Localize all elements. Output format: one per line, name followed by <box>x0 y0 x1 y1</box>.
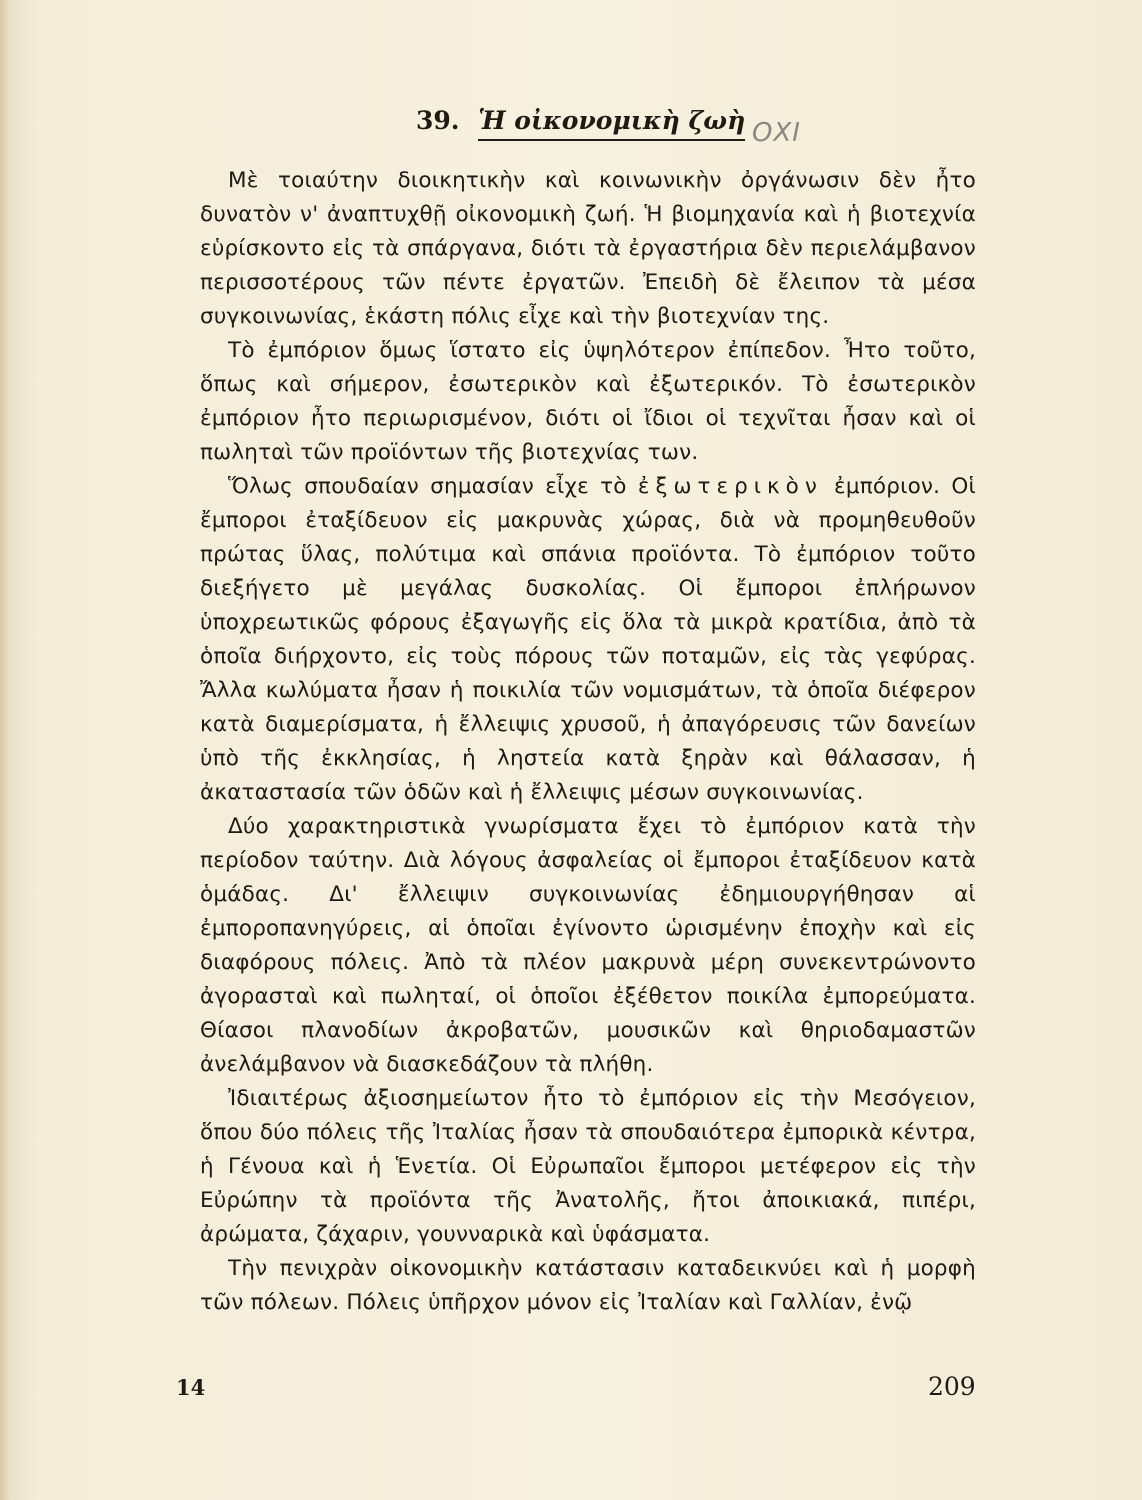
page-number: 209 <box>928 1372 976 1401</box>
emphasized-word: ἐξωτερικὸν <box>637 474 823 499</box>
section-heading <box>416 106 745 141</box>
section-title: Ἡ οἰκονομικὴ ζωὴ <box>478 106 745 141</box>
paragraph: Δύο χαρακτηριστικὰ γνωρίσματα ἔχει τὸ ἐμπόριον κατὰ τὴν περίοδον ταύτην. Διὰ λόγους ἀσφαλείας οἱ ἔμποροι ἐταξίδευον κατὰ ὁμάδας. Δι' ἔλλειψιν συγκοινωνίας ἐδημιουργήθησαν αἱ ἐμποροπανηγύρεις, αἱ ὁποῖαι ἐγίνοντο ὡρισμένην ἐποχὴν καὶ εἰς διαφόρους πόλεις. Ἀπὸ τὰ πλέον μακρυνὰ μέρη συνεκεντρώνοντο ἀγορασταὶ καὶ πωληταί, οἱ ὁποῖοι ἐξέθετον ποικίλα ἐμπορεύματα. Θίασοι πλανοδίων ἀκροβατῶν, μουσικῶν καὶ θηριοδαμαστῶν ἀνελάμβανον νὰ διασκεδάζουν τὰ πλήθη. <box>200 814 976 1077</box>
signature-mark: 14 <box>176 1375 206 1400</box>
paragraph: Τὸ ἐμπόριον ὅμως ἵστατο εἰς ὑψηλότερον ἐπίπεδον. Ἦτο τοῦτο, ὅπως καὶ σήμερον, ἐσωτερικὸν καὶ ἐξωτερικόν. Τὸ ἐσωτερικὸν ἐμπόριον ἦτο περιωρισμένον, διότι οἱ ἴδιοι οἱ τεχνῖται ἦσαν καὶ οἱ πωληταὶ τῶν προϊόντων τῆς βιοτεχνίας των. <box>200 338 976 465</box>
handwritten-annotation: ΟΧΙ <box>752 118 801 148</box>
paragraph: Ἰδιαιτέρως ἀξιοσημείωτον ἦτο τὸ ἐμπόριον εἰς τὴν Μεσόγειον, ὅπου δύο πόλεις τῆς Ἰταλίας ἦσαν τὰ σπουδαιότερα ἐμπορικὰ κέντρα, ἡ Γένουα καὶ ἡ Ἑνετία. Οἱ Εὐρωπαῖοι ἔμποροι μετέφερον εἰς τὴν Εὐρώπην τὰ προϊόντα τῆς Ἀνατολῆς, ἤτοι ἀποικιακά, πιπέρι, ἀρώματα, ζάχαριν, γουνναρικὰ καὶ ὑφάσματα. <box>200 1086 976 1247</box>
paragraph <box>200 470 976 810</box>
paragraph: Μὲ τοιαύτην διοικητικὴν καὶ κοινωνικὴν ὀργάνωσιν δὲν ἦτο δυνατὸν ν' ἀναπτυχθῇ οἰκονομικὴ ζωή. Ἡ βιομηχανία καὶ ἡ βιοτεχνία εὑρίσκοντο εἰς τὰ σπάργανα, διότι τὰ ἐργαστήρια δὲν περιελάμβανον περισσοτέρους τῶν πέντε ἐργατῶν. Ἐπειδὴ δὲ ἔλειπον τὰ μέσα συγκοινωνίας, ἑκάστη πόλις εἶχε καὶ τὴν βιοτεχνίαν της. <box>200 168 976 329</box>
paragraph: Τὴν πενιχρὰν οἰκονομικὴν κατάστασιν καταδεικνύει καὶ ἡ μορφὴ τῶν πόλεων. Πόλεις ὑπῆρχον μόνον εἰς Ἰταλίαν καὶ Γαλλίαν, ἐνῷ <box>200 1256 976 1315</box>
paragraph-text: Ὅλως σπουδαίαν σημασίαν εἶχε τὸ <box>228 474 638 499</box>
section-number: 39. <box>416 106 460 135</box>
page-binding-edge <box>0 0 10 1500</box>
paragraph-text: ἐμπόριον. Οἱ ἔμποροι ἐταξίδευον εἰς μακρυνὰς χώρας, διὰ νὰ προμηθευθοῦν πρώτας ὕλας, πολύτιμα καὶ σπάνια προϊόντα. Τὸ ἐμπόριον τοῦτο διεξήγετο μὲ μεγάλας δυσκολίας. Οἱ ἔμποροι ἐπλήρωνον ὑποχρεωτικῶς φόρους ἐξαγωγῆς εἰς ὅλα τὰ μικρὰ κρατίδια, ἀπὸ τὰ ὁποῖα διήρχοντο, εἰς τοὺς πόρους τῶν ποταμῶν, εἰς τὰς γεφύρας. Ἄλλα κωλύματα ἦσαν ἡ ποικιλία τῶν νομισμάτων, τὰ ὁποῖα διέφερον κατὰ διαμερίσματα, ἡ ἔλλειψις χρυσοῦ, ἡ ἀπαγόρευσις τῶν δανείων ὑπὸ τῆς ἐκκλησίας, ἡ ληστεία κατὰ ξηρὰν καὶ θάλασσαν, ἡ ἀκαταστασία τῶν ὁδῶν καὶ ἡ ἔλλειψις μέσων συγκοινωνίας. <box>200 474 976 805</box>
body-text <box>200 164 976 1320</box>
